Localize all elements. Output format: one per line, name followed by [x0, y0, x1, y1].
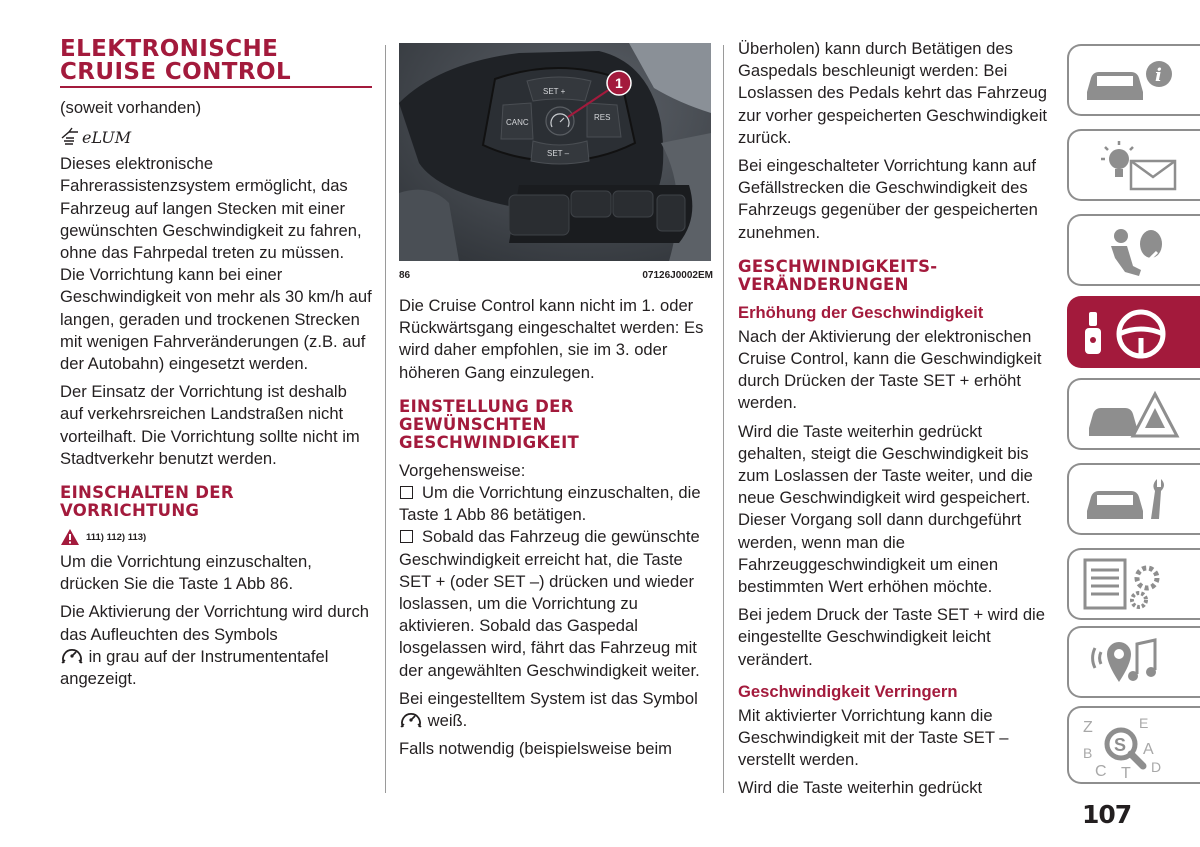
cruise-control-symbol-icon — [60, 646, 84, 666]
tab-emergency[interactable] — [1067, 378, 1200, 450]
svg-text:i: i — [1155, 65, 1162, 86]
paragraph-einschalten: Um die Vorrichtung einzuschalten, drücken Sie die Taste 1 Abb 86. — [60, 552, 312, 594]
symbol-text-a: Bei eingestelltem System ist das Symbol — [399, 688, 698, 708]
figure-callout-1: 1 — [615, 75, 623, 91]
column-3 — [738, 38, 1050, 806]
page-title: ELEKTRONISCHE CRUISE CONTROL — [60, 38, 372, 88]
aktivierung-text-b: in grau auf der Instrumententafel angezeigt. — [60, 646, 329, 689]
heading-geschwindigkeitsveraenderungen: GESCHWINDIGKEITS-VERÄNDERUNGEN — [738, 256, 938, 294]
paragraph-gang: Die Cruise Control kann nicht im 1. oder Rückwärtsgang eingeschaltet werden: Es wird daher empfohlen, sie im 3. oder höheren Gang einzulegen. — [399, 296, 704, 382]
column-divider-2 — [723, 45, 724, 793]
index-letter-a: A — [1143, 741, 1154, 758]
bullet-step-2-text: Sobald das Fahrzeug die gewünschte Geschwindigkeit erreicht hat, die Taste SET + (oder SET –) drücken und wieder loslassen, um die Vorrichtung zu aktivieren. Sobald das Gaspedal losgelassen wird, fährt das Fahrzeug mit der angewählten Geschwindigkeit weiter. — [399, 527, 700, 680]
light-message-icon — [1081, 137, 1181, 193]
paragraph-erhoehung: Nach der Aktivierung der elektronischen Cruise Control, kann die Geschwindigkeit durch Drücken der Taste SET + erhöht werden. — [738, 326, 1042, 413]
availability-note: (soweit vorhanden) — [60, 98, 202, 117]
bullet-step-1-text: Um die Vorrichtung einzuschalten, die Taste 1 Abb 86 betätigen. — [399, 483, 701, 525]
index-letter-e: E — [1139, 715, 1149, 731]
symbol-text-b: weiß. — [427, 711, 468, 731]
figure-steering-wheel-buttons — [399, 43, 711, 261]
car-wrench-icon — [1081, 471, 1181, 527]
index-letter-c: C — [1095, 763, 1107, 780]
paragraph-verringern: Mit aktivierter Vorrichtung kann die Geschwindigkeit mit der Taste SET – verstellt werden. — [738, 705, 1009, 770]
checkbox-bullet-icon — [400, 486, 413, 499]
figure-label-set-minus: SET – — [547, 149, 570, 158]
index-letter-z: Z — [1083, 719, 1093, 736]
subheading-verringern: Geschwindigkeit Verringern — [738, 681, 958, 701]
index-letter-b: B — [1083, 745, 1093, 761]
figure-number: 86 — [399, 270, 411, 281]
paragraph-aktivierung — [60, 601, 372, 690]
cruise-control-symbol-icon — [399, 710, 423, 730]
paragraph-gedrueckt: Wird die Taste weiterhin gedrückt gehalten, steigt die Geschwindigkeit bis zum Loslassen der Taste weiter, und die neue Geschwindigkeit wird gespeichert. Dieser Vorgang soll dann durchgeführt werden, wenn man die Fahrzeuggeschwindigkeit um einen bestimmten Wert erhöhen möchte. — [738, 421, 1033, 597]
column-2 — [399, 43, 713, 766]
tab-starting-driving[interactable] — [1067, 296, 1200, 368]
figure-label-res: RES — [594, 113, 611, 122]
multimedia-icon — [1081, 634, 1181, 690]
index-letter-t: T — [1121, 765, 1131, 782]
tab-maintenance[interactable] — [1067, 463, 1200, 535]
warning-car-icon — [1081, 386, 1181, 442]
figure-caption — [399, 270, 713, 281]
tab-lights-messages[interactable] — [1067, 129, 1200, 201]
paragraph-intro: Dieses elektronische Fahrerassistenzsystem ermöglicht, das Fahrzeug auf langen Stecken mit einer gewünschten Geschwindigkeit zu fahren, ohne das Fahrpedal treten zu müssen. Die Vorrichtung kann bei einer Geschwindigkeit von mehr als 30 km/h auf langen, geraden und trockenen Strecken mit wenigen Fahrveränderungen (z.B. auf der Autobahn) eingesetzt werden. — [60, 154, 372, 374]
specs-gears-icon — [1081, 556, 1181, 612]
paragraph-vorgehen: Vorgehensweise: — [399, 460, 526, 480]
heading-einschalten: EINSCHALTEN DER VORRICHTUNG — [60, 483, 234, 521]
tab-safety[interactable] — [1067, 214, 1200, 286]
figure-code: 07126J0002EM — [642, 270, 713, 281]
index-magnifier-icon — [1081, 714, 1181, 782]
page-number: 107 — [1082, 800, 1132, 829]
warning-triangle-icon — [60, 528, 80, 546]
paragraph-ueberholen: Überholen) kann durch Betätigen des Gaspedals beschleunigt werden: Bei Loslassen des Pedals kehrt das Fahrzeug zur vorher gespeicherten Geschwindigkeit zurück. — [738, 39, 1048, 147]
paragraph-druck: Bei jedem Druck der Taste SET + wird die eingestellte Geschwindigkeit leicht verändert. — [738, 605, 1045, 669]
paragraph-symbol-weiss — [399, 688, 713, 732]
bullet-step-1 — [399, 482, 713, 526]
tab-multimedia[interactable] — [1067, 626, 1200, 698]
subheading-erhoehung: Erhöhung der Geschwindigkeit — [738, 302, 984, 322]
paragraph-weiterhin: Wird die Taste weiterhin gedrückt — [738, 778, 983, 798]
figure-label-set-plus: SET + — [543, 87, 566, 96]
tab-index[interactable] — [1067, 706, 1200, 784]
elum-icon — [60, 125, 372, 147]
svg-text:eLUM: eLUM — [82, 128, 132, 148]
car-info-icon — [1081, 52, 1181, 108]
column-1 — [60, 38, 372, 696]
heading-einstellung: EINSTELLUNG DER GEWÜNSCHTEN GESCHWINDIGKEIT — [399, 396, 580, 452]
airbag-seat-icon — [1081, 222, 1181, 278]
index-letter-d: D — [1151, 759, 1162, 775]
paragraph-notwendig: Falls notwendig (beispielsweise beim — [399, 739, 673, 759]
index-letter-s: S — [1114, 735, 1127, 755]
key-steering-wheel-icon — [1081, 304, 1181, 360]
paragraph-usage: Der Einsatz der Vorrichtung ist deshalb auf verkehrsreichen Landstraßen nicht vorteilhaft. Die Vorrichtung sollte nicht im Stadtverkehr benutzt werden. — [60, 382, 360, 468]
column-divider-1 — [385, 45, 386, 793]
tab-car-info[interactable] — [1067, 44, 1200, 116]
figure-label-canc: CANC — [506, 118, 529, 127]
paragraph-gefaelle: Bei eingeschalteter Vorrichtung kann auf Gefällstrecken die Geschwindigkeit des Fahrzeugs gegenüber der gespeicherten zunehmen. — [738, 156, 1038, 242]
checkbox-bullet-icon — [400, 530, 413, 543]
aktivierung-text-a: Die Aktivierung der Vorrichtung wird durch das Aufleuchten des Symbols — [60, 602, 369, 644]
warning-references — [60, 528, 372, 546]
warning-ref-text: 111) 112) 113) — [86, 531, 147, 543]
bullet-step-2 — [399, 526, 713, 681]
tab-technical-data[interactable] — [1067, 548, 1200, 620]
